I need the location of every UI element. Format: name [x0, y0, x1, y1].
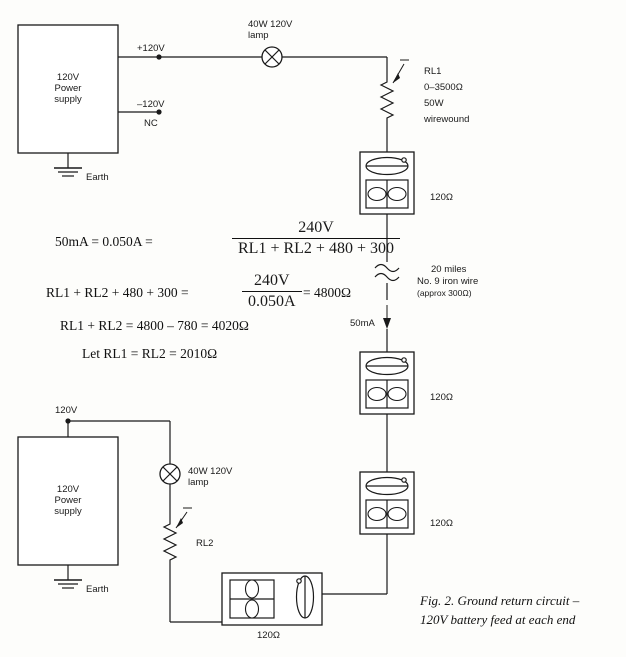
top-earth-label: Earth — [86, 172, 109, 183]
equation-3: RL1 + RL2 = 4800 – 780 = 4020Ω — [60, 318, 249, 333]
top-lamp-label-line1: 40W 120V — [248, 19, 293, 30]
top-supply-label-line3: supply — [54, 94, 82, 105]
top-supply-negative-terminal-label: –120V — [137, 99, 165, 110]
top-supply-nc-label: NC — [144, 118, 158, 129]
bottom-supply-label-line1: 120V — [56, 484, 80, 495]
equation-4: Let RL1 = RL2 = 2010Ω — [82, 346, 218, 361]
figure-caption-line2: 120V battery feed at each end — [420, 612, 576, 627]
top-supply-positive-terminal-label: +120V — [137, 43, 165, 54]
equation-2-fraction — [242, 272, 302, 311]
line-resistance-label: (approx 300Ω) — [417, 288, 472, 298]
top-lamp-label-line2: lamp — [248, 30, 269, 41]
phone-4-impedance-label: 120Ω — [257, 630, 280, 641]
bottom-supply-label-line2: Power — [54, 495, 82, 506]
phone-2-impedance-label: 120Ω — [430, 392, 453, 403]
equation-1-denominator: RL1 + RL2 + 480 + 300 — [238, 240, 394, 257]
equation-1-numerator: 240V — [232, 219, 400, 239]
top-supply-label-line1: 120V — [56, 72, 80, 83]
equation-2-denominator: 0.050A — [248, 293, 296, 310]
rl1-power-label: 50W — [424, 98, 444, 109]
top-supply-label-line2: Power — [54, 83, 82, 94]
bottom-supply-terminal-label: 120V — [55, 405, 78, 416]
equation-2-lhs: RL1 + RL2 + 480 + 300 = — [46, 285, 189, 300]
equation-1-lhs: 50mA = 0.050A = — [55, 234, 153, 249]
line-current-label: 50mA — [350, 318, 375, 329]
bottom-supply-label-line3: supply — [54, 506, 82, 517]
equation-1-fraction — [232, 219, 400, 258]
bottom-lamp-label-line1: 40W 120V — [188, 466, 233, 477]
line-wire-label: No. 9 iron wire — [417, 276, 479, 287]
rl1-type-label: wirewound — [424, 114, 470, 125]
rl2-name-label: RL2 — [196, 538, 214, 549]
phone-3-impedance-label: 120Ω — [430, 518, 453, 529]
bottom-lamp-label-line2: lamp — [188, 477, 209, 488]
rl1-name-label: RL1 — [424, 66, 442, 77]
equation-2-numerator: 240V — [242, 272, 302, 292]
bottom-earth-label: Earth — [86, 584, 109, 595]
equation-2-rhs: = 4800Ω — [303, 285, 352, 300]
phone-1-impedance-label: 120Ω — [430, 192, 453, 203]
rl1-range-label: 0–3500Ω — [424, 82, 463, 93]
line-distance-label: 20 miles — [431, 264, 467, 275]
figure-caption-line1: Fig. 2. Ground return circuit – — [420, 593, 580, 608]
